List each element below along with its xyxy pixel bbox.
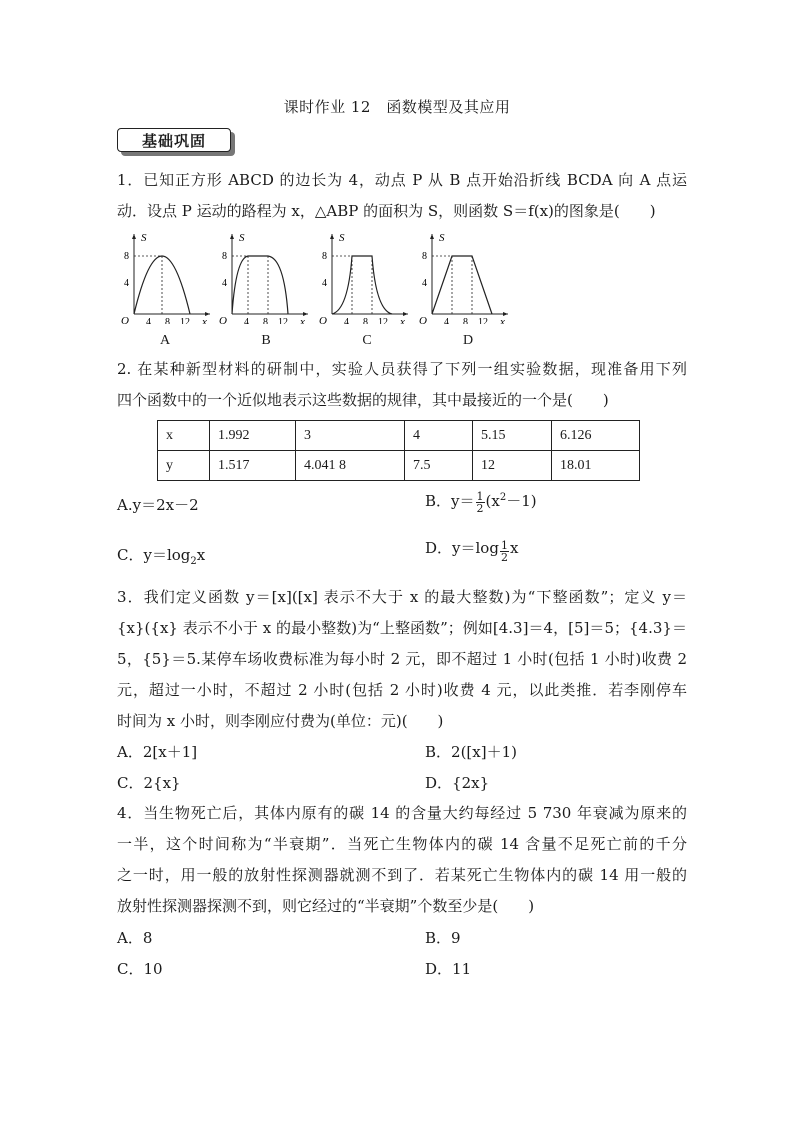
x-tick-12: 12 bbox=[378, 317, 388, 324]
x-tick-4: 4 bbox=[344, 317, 349, 324]
y-axis-label: S bbox=[339, 232, 345, 244]
q2-option-a: A.y＝2x－2 bbox=[117, 496, 199, 514]
q4-option-d: D．11 bbox=[425, 960, 472, 978]
q4-text-line-2: 一半，这个时间称为“半衰期”．当死亡生物体内的碳 14 含量不足死亡前的千分 bbox=[117, 835, 687, 853]
table-row bbox=[158, 421, 640, 451]
y-tick-8: 8 bbox=[124, 251, 129, 262]
origin-label: O bbox=[121, 315, 129, 324]
x-tick-8: 8 bbox=[165, 317, 170, 324]
x-tick-12: 12 bbox=[180, 317, 190, 324]
q3-option-b: B．2([x]＋1) bbox=[425, 743, 517, 761]
q1-text-line-1: 1．已知正方形 ABCD 的边长为 4，动点 P 从 B 点开始沿折线 BCDA 向 A 点运 bbox=[117, 171, 687, 189]
origin-label: O bbox=[219, 315, 227, 324]
q1-graph-b bbox=[218, 228, 310, 324]
table-cell: 6.126 bbox=[552, 421, 640, 451]
q3-text-line-2: {x}({x} 表示不小于 x 的最小整数)为“上整函数”；例如[4.3]＝4，[5]＝5；{4.3}＝ bbox=[117, 619, 687, 637]
q3-text-line-4: 元，超过一小时，不超过 2 小时(包括 2 小时)收费 4 元，以此类推．若李刚停车 bbox=[117, 681, 687, 699]
table-cell: 1.992 bbox=[210, 421, 296, 451]
q2-option-b: B．y＝ $\frac{1}{2}$ $(x^2-1)$ bbox=[425, 489, 537, 515]
table-cell: 7.5 bbox=[405, 451, 473, 481]
x-tick-8: 8 bbox=[263, 317, 268, 324]
table-cell: 4 bbox=[405, 421, 473, 451]
x-tick-12: 12 bbox=[278, 317, 288, 324]
q1-graph-c bbox=[318, 228, 410, 324]
table-cell: 3 bbox=[296, 421, 405, 451]
x-tick-4: 4 bbox=[244, 317, 249, 324]
section-badge bbox=[117, 128, 235, 156]
q1-graph-c-label: C bbox=[362, 333, 372, 348]
q1-graph-a-label: A bbox=[159, 333, 171, 348]
fraction: $\frac{1}{2}$ bbox=[476, 489, 484, 515]
q4-text-line-1: 4．当生物死亡后，其体内原有的碳 14 的含量大约每经过 5 730 年衰减为原来的 bbox=[117, 804, 687, 822]
q3-option-c: C．2{x} bbox=[117, 774, 181, 792]
table-cell: 12 bbox=[473, 451, 552, 481]
fraction: $\frac{1}{2}$ bbox=[500, 539, 508, 564]
x-tick-8: 8 bbox=[463, 317, 468, 324]
x-axis-label: x bbox=[400, 316, 405, 324]
q4-option-a: A．8 bbox=[117, 929, 153, 947]
x-axis-label: x bbox=[500, 316, 505, 324]
x-axis-label: x bbox=[300, 316, 305, 324]
table-cell: 18.01 bbox=[552, 451, 640, 481]
page-title: 课时作业 12 函数模型及其应用 bbox=[283, 98, 511, 116]
y-tick-8: 8 bbox=[322, 251, 327, 262]
origin-label: O bbox=[319, 315, 327, 324]
q2-text-line-2: 四个函数中的一个近似地表示这些数据的规律，其中最接近的一个是( ) bbox=[117, 391, 609, 409]
y-tick-4: 4 bbox=[124, 278, 129, 289]
x-tick-4: 4 bbox=[146, 317, 151, 324]
q3-option-d: D．{2x} bbox=[425, 774, 490, 792]
x-axis-label: x bbox=[202, 316, 207, 324]
table-cell: 1.517 bbox=[210, 451, 296, 481]
table-cell: 5.15 bbox=[473, 421, 552, 451]
y-tick-8: 8 bbox=[222, 251, 227, 262]
q2-option-d: D．y＝log $\frac{1}{2}$ x bbox=[425, 539, 519, 564]
table-cell: y bbox=[158, 451, 210, 481]
y-axis-label: S bbox=[239, 232, 245, 244]
y-tick-4: 4 bbox=[322, 278, 327, 289]
section-badge-label: 基础巩固 bbox=[141, 132, 206, 150]
q1-graph-b-label: B bbox=[261, 333, 271, 348]
curve-b bbox=[232, 256, 288, 314]
x-tick-12: 12 bbox=[478, 317, 488, 324]
origin-label: O bbox=[419, 315, 427, 324]
table-row bbox=[158, 451, 640, 481]
q4-text-line-3: 之一时，用一般的放射性探测器就测不到了．若某死亡生物体内的碳 14 用一般的 bbox=[117, 866, 687, 884]
q4-option-b: B．9 bbox=[425, 929, 461, 947]
y-tick-8: 8 bbox=[422, 251, 427, 262]
q3-option-a: A．2[x＋1] bbox=[117, 743, 198, 761]
q1-text-line-2: 动．设点 P 运动的路程为 x，△ABP 的面积为 S，则函数 S＝f(x)的图象是( ) bbox=[117, 202, 656, 220]
curve-c bbox=[332, 256, 392, 314]
y-axis-label: S bbox=[141, 232, 147, 244]
y-tick-4: 4 bbox=[222, 278, 227, 289]
q4-option-c: C．10 bbox=[117, 960, 163, 978]
q2-text-line-1: 2. 在某种新型材料的研制中，实验人员获得了下列一组实验数据，现准备用下列 bbox=[117, 360, 687, 378]
x-tick-4: 4 bbox=[444, 317, 449, 324]
q2-data-table bbox=[157, 420, 640, 481]
q1-graph-a bbox=[120, 228, 212, 324]
curve-d bbox=[432, 256, 492, 314]
q4-text-line-4: 放射性探测器探测不到，则它经过的“半衰期”个数至少是( ) bbox=[117, 897, 535, 915]
table-cell: 4.041 8 bbox=[296, 451, 405, 481]
y-tick-4: 4 bbox=[422, 278, 427, 289]
q3-text-line-1: 3．我们定义函数 y＝[x]([x] 表示不大于 x 的最大整数)为“下整函数”；定义 y＝ bbox=[117, 588, 687, 606]
q2-option-c: C．$y=\log_2x$ bbox=[117, 546, 206, 567]
q1-graph-d bbox=[418, 228, 510, 324]
x-tick-8: 8 bbox=[363, 317, 368, 324]
q3-text-line-5: 时间为 x 小时，则李刚应付费为(单位：元)( ) bbox=[117, 712, 444, 730]
table-cell: x bbox=[158, 421, 210, 451]
q1-graph-d-label: D bbox=[462, 333, 474, 348]
q3-text-line-3: 5，{5}＝5.某停车场收费标准为每小时 2 元，即不超过 1 小时(包括 1 小时)收费 2 bbox=[117, 650, 687, 668]
y-axis-label: S bbox=[439, 232, 445, 244]
